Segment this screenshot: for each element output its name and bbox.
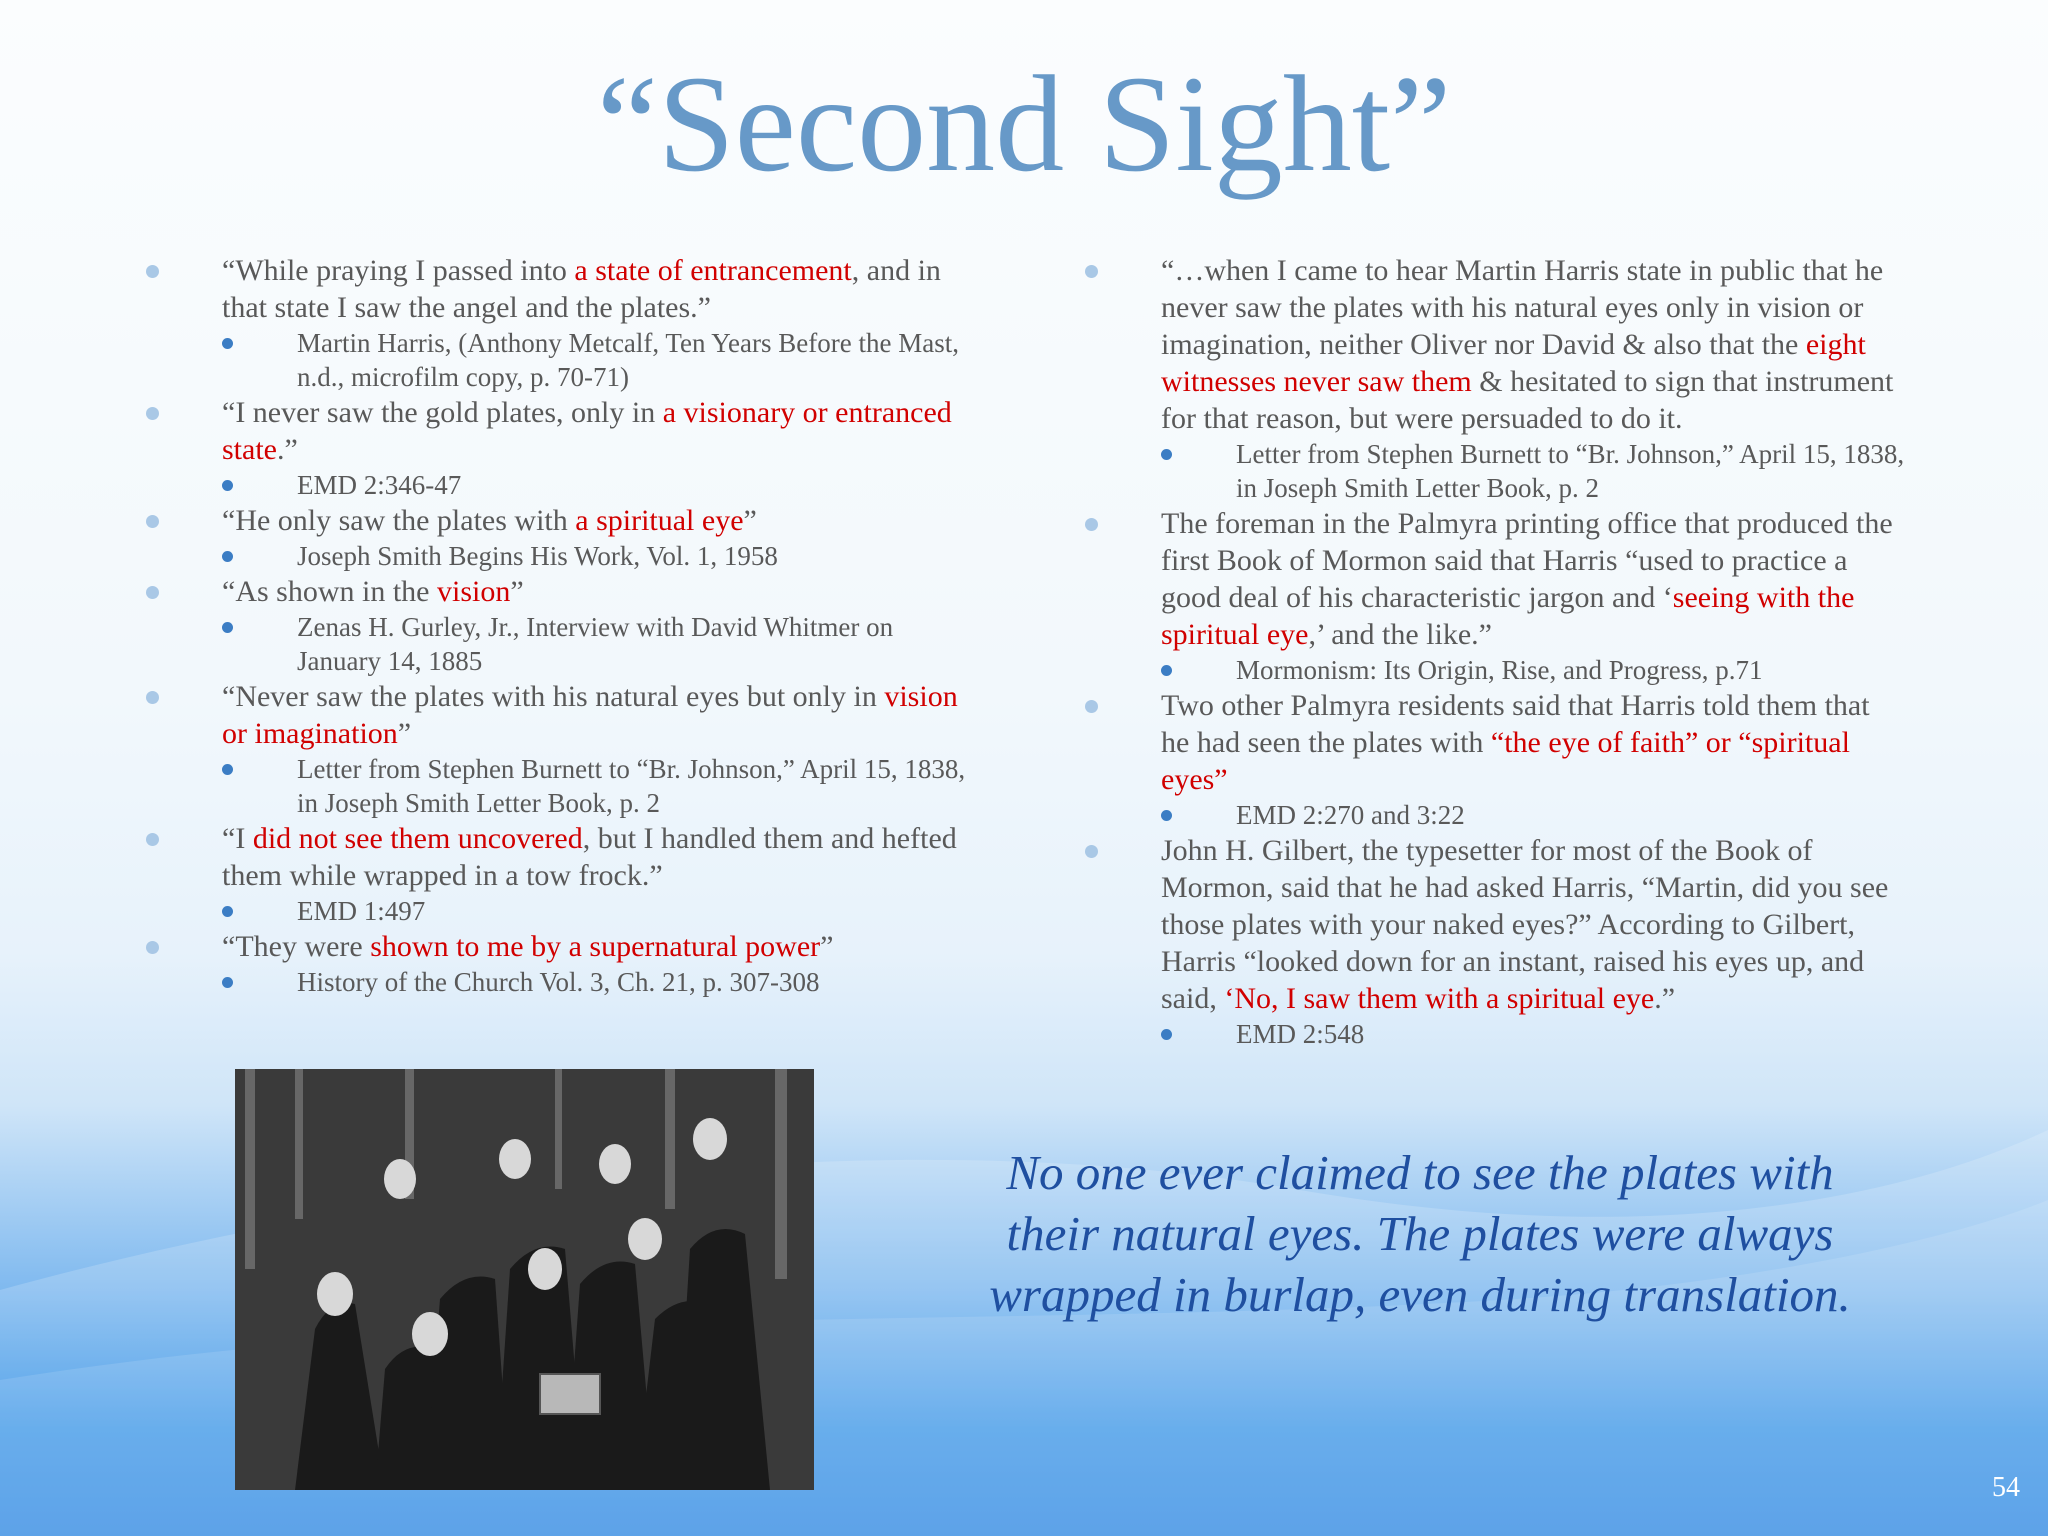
left-column — [146, 252, 976, 999]
highlight: vision — [436, 575, 511, 608]
quote-source: Joseph Smith Begins His Work, Vol. 1, 1958 — [146, 539, 976, 573]
quote-source: EMD 1:497 — [146, 894, 976, 928]
page-number: 54 — [1992, 1472, 2020, 1503]
highlight: ‘No, I saw them with a spiritual eye — [1224, 982, 1655, 1015]
quote-item: “They were shown to me by a supernatural power” — [146, 928, 976, 965]
highlight: eight witnesses never saw them — [1161, 328, 1866, 398]
quote-item: Two other Palmyra residents said that Harris told them that he had seen the plates with “the eye of faith” or “spiritual eyes” — [1085, 687, 1905, 798]
highlight: “the eye of faith” or “spiritual eyes” — [1161, 726, 1850, 796]
quote-source: Zenas H. Gurley, Jr., Interview with David Whitmer on January 14, 1885 — [146, 610, 976, 678]
quote-source: Letter from Stephen Burnett to “Br. Johnson,” April 15, 1838, in Joseph Smith Letter Book, p. 2 — [1085, 437, 1905, 505]
quote-item: “He only saw the plates with a spiritual eye” — [146, 502, 976, 539]
right-column — [1085, 252, 1905, 1051]
highlight: vision or imagination — [222, 680, 958, 750]
quote-item: John H. Gilbert, the typesetter for most of the Book of Mormon, said that he had asked Harris, “Martin, did you see those plates with your naked eyes?” According to Gilbert, Harris “looked down for an instant, raised his eyes up, and said, ‘No, I saw them with a spiritual eye.” — [1085, 832, 1905, 1017]
witnesses-engraving-image — [235, 1069, 814, 1490]
slide-title: “Second Sight” — [596, 47, 1452, 200]
quote-source: EMD 2:346-47 — [146, 468, 976, 502]
engraving-illustration — [235, 1069, 814, 1490]
quote-source: Letter from Stephen Burnett to “Br. Johnson,” April 15, 1838, in Joseph Smith Letter Book, p. 2 — [146, 752, 976, 820]
highlight: a spiritual eye — [575, 504, 744, 537]
callout-text: No one ever claimed to see the plates with their natural eyes. The plates were always wrapped in burlap, even during translation. — [989, 1145, 1851, 1322]
quote-item: “Never saw the plates with his natural eyes but only in vision or imagination” — [146, 678, 976, 752]
quote-item: “While praying I passed into a state of entrancement, and in that state I saw the angel and the plates.” — [146, 252, 976, 326]
quote-source: Martin Harris, (Anthony Metcalf, Ten Years Before the Mast, n.d., microfilm copy, p. 70-71) — [146, 326, 976, 394]
quote-item: “As shown in the vision” — [146, 573, 976, 610]
quote-item: “I did not see them uncovered, but I handled them and hefted them while wrapped in a tow frock.” — [146, 820, 976, 894]
highlight: a visionary or entranced state — [222, 396, 952, 466]
quote-source: EMD 2:270 and 3:22 — [1085, 798, 1905, 832]
quote-item: “I never saw the gold plates, only in a visionary or entranced state.” — [146, 394, 976, 468]
highlight: a state of entrancement — [574, 254, 852, 287]
highlight: did not see them uncovered — [252, 822, 583, 855]
quote-source: EMD 2:548 — [1085, 1017, 1905, 1051]
quote-source: Mormonism: Its Origin, Rise, and Progress, p.71 — [1085, 653, 1905, 687]
quote-item: “…when I came to hear Martin Harris state in public that he never saw the plates with his natural eyes only in vision or imagination, neither Oliver nor David & also that the eight witnesses never saw them & hesitated to sign that instrument for that reason, but were persuaded to do it. — [1085, 252, 1905, 437]
quote-item: The foreman in the Palmyra printing office that produced the first Book of Mormon said that Harris “used to practice a good deal of his characteristic jargon and ‘seeing with the spiritual eye,’ and the like.” — [1085, 505, 1905, 653]
quote-source: History of the Church Vol. 3, Ch. 21, p. 307-308 — [146, 965, 976, 999]
highlight: seeing with the spiritual eye — [1161, 581, 1855, 651]
highlight: shown to me by a supernatural power — [370, 930, 821, 963]
